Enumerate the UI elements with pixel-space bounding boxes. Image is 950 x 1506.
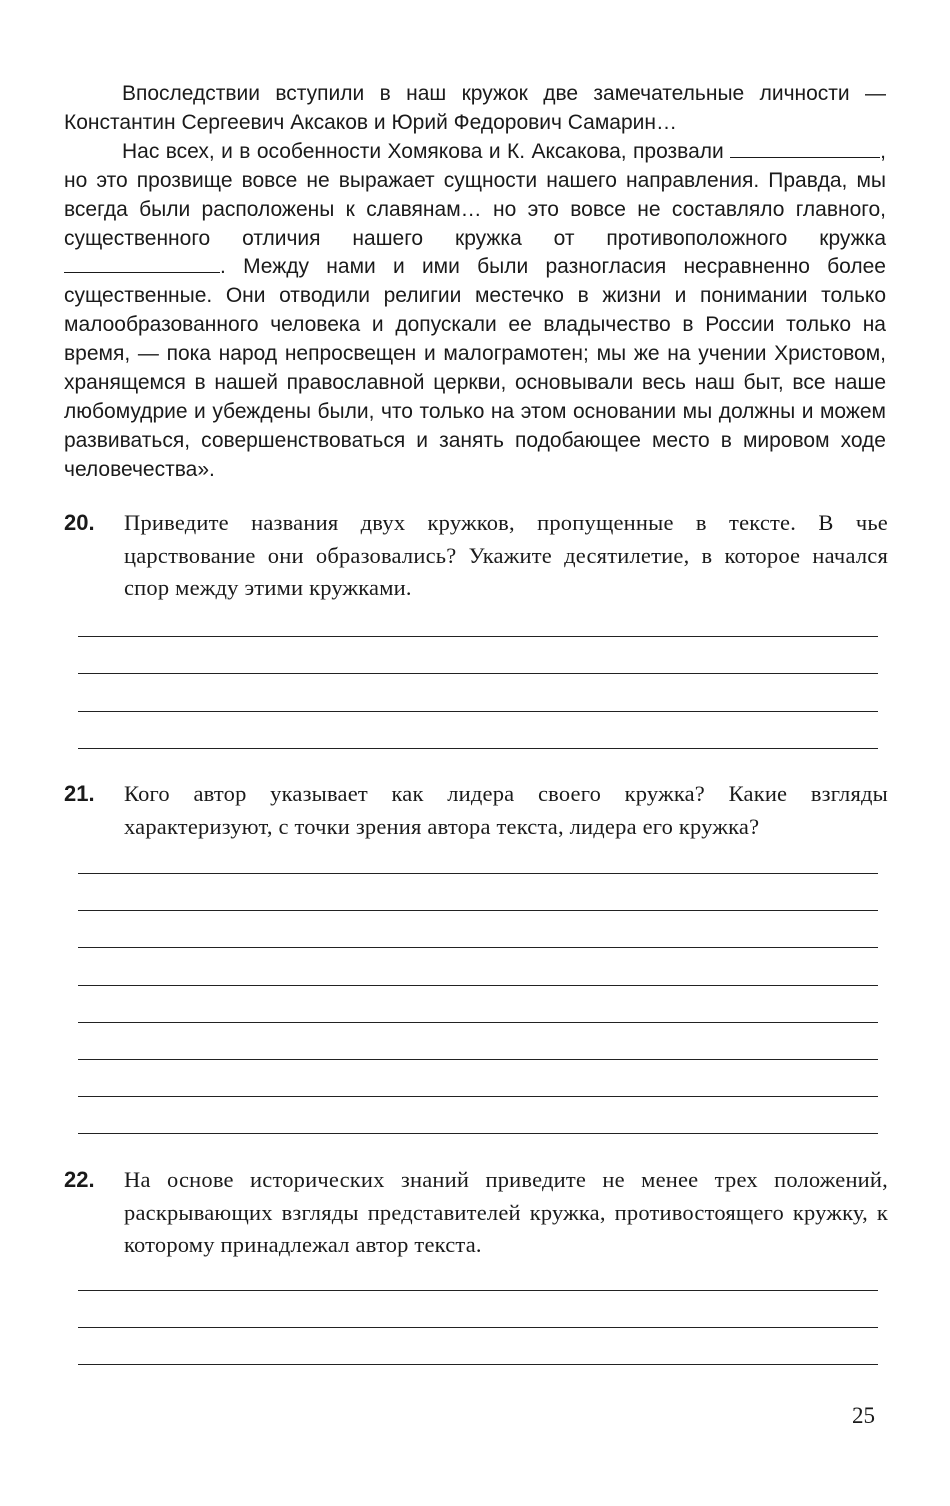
question-21	[64, 778, 888, 843]
answer-line[interactable]	[78, 1364, 878, 1365]
question-number: 22.	[64, 1167, 95, 1192]
answer-line[interactable]	[78, 1133, 878, 1134]
answer-line[interactable]	[78, 947, 878, 948]
question-number: 21.	[64, 781, 95, 806]
passage-text: , но это прозвище вовсе не выражает сущности нашего направления. Правда, мы всегда были расположены к славянам… но это вовсе не составляло главного, существенного отличия нашего кружка от противоположного кружка	[64, 139, 886, 250]
answer-line[interactable]	[78, 1096, 878, 1097]
question-20	[64, 507, 888, 605]
passage-text: Нас всех, и в особенности Хомякова и К. Аксакова, прозвали	[122, 139, 724, 163]
passage-paragraph-2	[64, 138, 886, 485]
answer-line[interactable]	[78, 910, 878, 911]
answer-line[interactable]	[78, 985, 878, 986]
page-number: 25	[852, 1403, 875, 1428]
question-text: Приведите названия двух кружков, пропущенные в тексте. В чье царствование они образовались? Укажите десятилетие, в которое начался спор между этими кружками.	[124, 510, 888, 600]
answer-line[interactable]	[78, 873, 878, 874]
source-passage	[64, 80, 886, 485]
answer-line[interactable]	[78, 1022, 878, 1023]
question-text: Кого автор указывает как лидера своего кружка? Какие взгляды характеризуют, с точки зрения автора текста, лидера его кружка?	[124, 781, 888, 839]
answer-line[interactable]	[78, 1290, 878, 1291]
question-number: 20.	[64, 510, 95, 535]
question-text: На основе исторических знаний приведите не менее трех положений, раскрывающих взгляды представителей кружка, противостоящего кружку, к которому принадлежал автор текста.	[124, 1167, 888, 1257]
answer-line[interactable]	[78, 673, 878, 674]
answer-line[interactable]	[78, 636, 878, 637]
fill-in-blank-1[interactable]	[730, 139, 880, 158]
answer-line[interactable]	[78, 1059, 878, 1060]
passage-paragraph-1: Впоследствии вступили в наш кружок две замечательные личности — Константин Сергеевич Аксаков и Юрий Федорович Самарин…	[64, 82, 886, 134]
answer-line[interactable]	[78, 711, 878, 712]
question-22	[64, 1164, 888, 1262]
fill-in-blank-2[interactable]	[64, 254, 220, 273]
answer-line[interactable]	[78, 1327, 878, 1328]
answer-line[interactable]	[78, 748, 878, 749]
passage-text: . Между нами и ими были разногласия несравненно более существенные. Они отводили религии местечко в жизни и понимании только малообразованного человека и допускали ее владычество в России только на время, — пока народ непросвещен и малограмотен; мы же на учении Христовом, хранящемся в нашей православной церкви, основывали весь наш быт, все наше любомудрие и убеждены были, что только на этом основании мы должны и можем развиваться, совершенствоваться и занять подобающее место в мировом ходе человечества».	[64, 255, 886, 481]
